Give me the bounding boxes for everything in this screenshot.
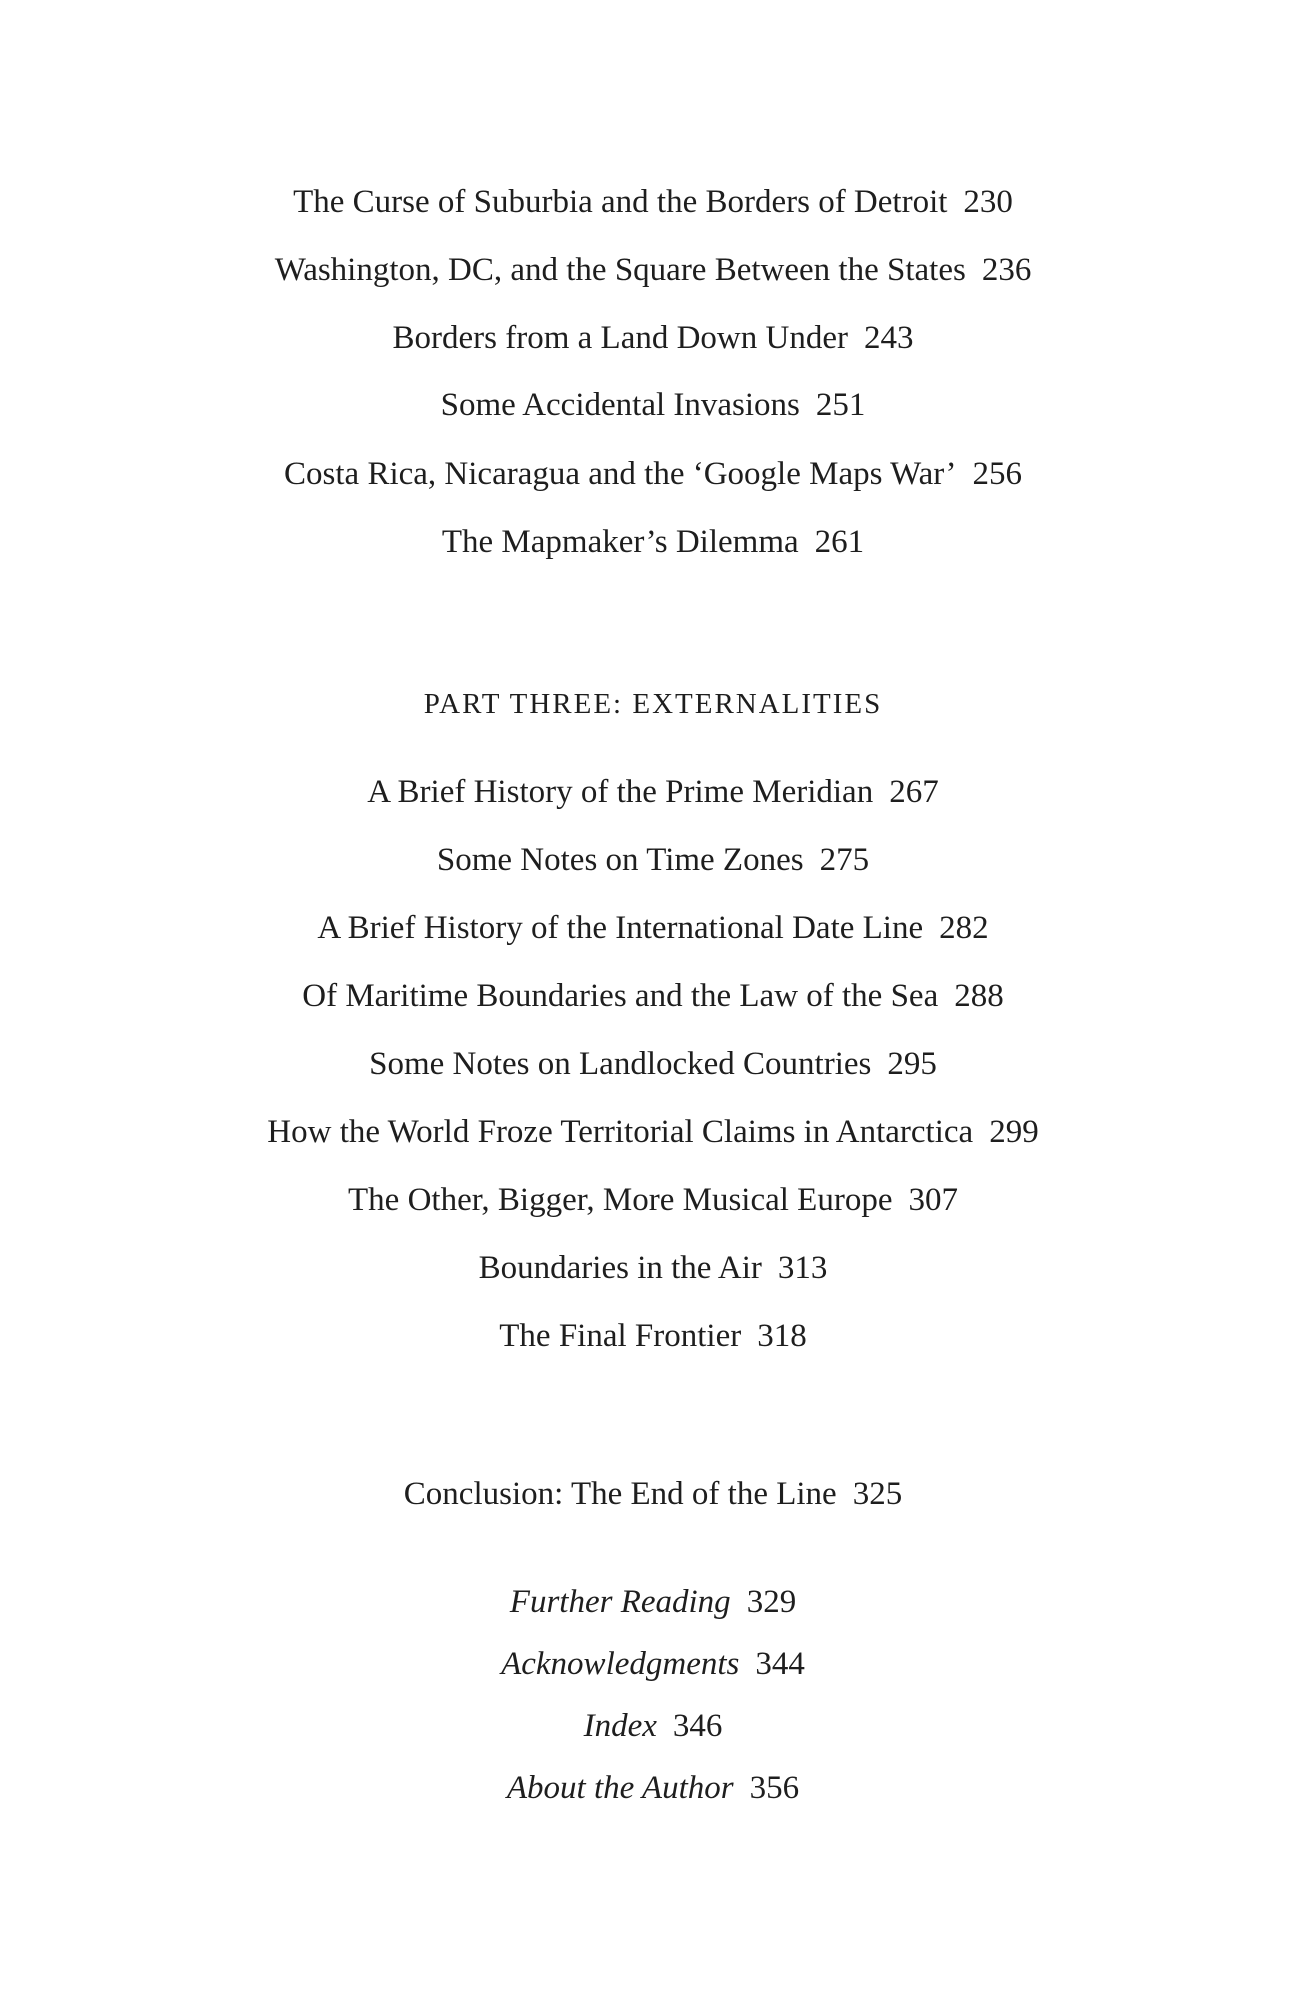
toc-entry [0,318,1306,358]
toc-entry-back-matter [0,1768,1306,1808]
toc-entry-page: 236 [981,252,1032,288]
toc-entry-back-matter [0,1706,1306,1746]
toc-entry [0,250,1306,290]
toc-entry-page: 243 [863,320,914,356]
toc-entry [0,976,1306,1016]
toc-entry-title: How the World Froze Territorial Claims in Antarctica [267,1114,974,1150]
toc-entry-page: 329 [746,1584,797,1620]
toc-entry-title: Washington, DC, and the Square Between the States [274,252,966,288]
toc-entry [0,908,1306,948]
toc-entry-title: Borders from a Land Down Under [392,320,848,356]
toc-entry-page: 295 [887,1046,937,1082]
toc-entry-page: 346 [672,1708,723,1744]
toc-entry-page: 299 [989,1114,1039,1150]
toc-entry [0,454,1306,494]
toc-entry-title: Some Notes on Landlocked Countries [369,1046,872,1082]
toc-entry-page: 288 [954,978,1004,1014]
toc-entry-page: 230 [963,184,1013,220]
toc-entry-page: 344 [755,1646,805,1682]
toc-entry-title: Costa Rica, Nicaragua and the ‘Google Maps War’ [284,456,957,492]
toc-entry-page: 261 [814,524,865,560]
toc-entry [0,840,1306,880]
toc-entry-title: Some Notes on Time Zones [436,842,804,878]
toc-entry-title: The Mapmaker’s Dilemma [441,524,799,560]
toc-entry-page: 267 [889,774,939,810]
toc-entry [0,182,1306,222]
toc-entry [0,1316,1306,1356]
toc-entry [0,772,1306,812]
toc-entry-title: Further Reading [509,1584,731,1620]
toc-entry-title: The Other, Bigger, More Musical Europe [348,1182,893,1218]
toc-entry-page: 282 [939,910,989,946]
toc-entry [0,1248,1306,1288]
toc-entry-page: 251 [815,387,866,423]
toc-entry-page: 275 [819,842,870,878]
toc-entry-title: Some Accidental Invasions [440,387,800,423]
toc-entry-title: The Final Frontier [499,1318,742,1354]
part-heading: PART THREE: EXTERNALITIES [423,688,883,720]
toc-entry-title: Acknowledgments [501,1646,740,1682]
toc-entry-title: Index [583,1708,657,1744]
toc-entry-title: The Curse of Suburbia and the Borders of Detroit [293,184,948,220]
toc-entry-title: A Brief History of the Prime Meridian [367,774,874,810]
toc-entry-page: 256 [972,456,1022,492]
toc-entry-page: 356 [749,1770,800,1806]
toc-entry-back-matter [0,1582,1306,1622]
toc-entry [0,385,1306,425]
toc-entry [0,1044,1306,1084]
toc-entry [0,522,1306,562]
toc-entry-conclusion [0,1474,1306,1514]
toc-entry-title: Conclusion: The End of the Line [403,1476,837,1512]
toc-entry [0,1180,1306,1220]
toc-entry-title: About the Author [506,1770,734,1806]
toc-entry-title: Of Maritime Boundaries and the Law of the Sea [302,978,939,1014]
toc-entry-title: Boundaries in the Air [478,1250,762,1286]
toc-entry-page: 307 [908,1182,958,1218]
toc-entry-page: 313 [777,1250,828,1286]
toc-entry-title: A Brief History of the International Date Line [317,910,924,946]
toc-entry [0,1112,1306,1152]
toc-entry-page: 325 [852,1476,903,1512]
toc-entry-page: 318 [757,1318,807,1354]
toc-entry-back-matter [0,1644,1306,1684]
